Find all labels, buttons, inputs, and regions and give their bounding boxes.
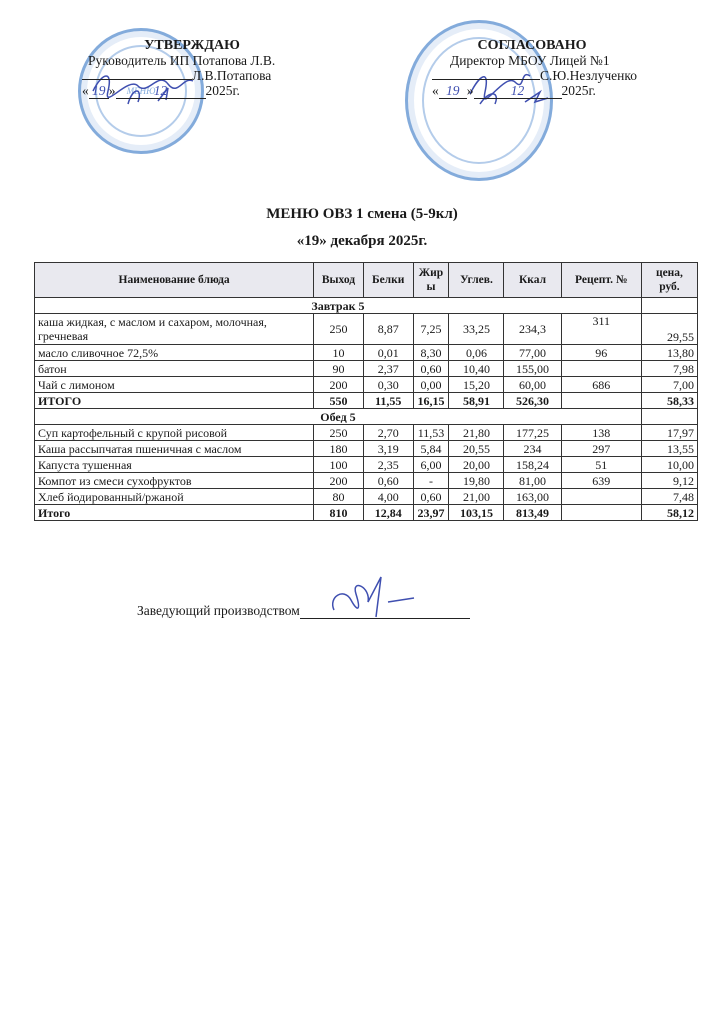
col-header-price: цена, руб. [641,263,697,298]
cell-kcal: 77,00 [504,345,561,361]
section-title: Завтрак 5 [35,298,642,314]
cell-recipe: 51 [561,457,641,473]
cell-price: 7,98 [641,361,697,377]
col-header-name: Наименование блюда [35,263,314,298]
cell-recipe [561,489,641,505]
cell-kcal: 234 [504,441,561,457]
cell-price: 58,33 [641,393,697,409]
table-row [35,377,698,393]
cell-carbs: 21,00 [449,489,504,505]
cell-protein: 11,55 [363,393,413,409]
cell-protein: 3,19 [363,441,413,457]
dish-name: Компот из смеси сухофруктов [35,473,314,489]
cell-fat: - [413,473,449,489]
cell-protein: 0,01 [363,345,413,361]
cell-protein: 12,84 [363,505,413,521]
table-row [35,441,698,457]
col-header-protein: Белки [363,263,413,298]
cell-carbs: 20,55 [449,441,504,457]
table-total-row [35,393,698,409]
cell-out: 250 [314,425,364,441]
cell-fat: 0,60 [413,361,449,377]
cell-recipe: 686 [561,377,641,393]
cell-recipe: 96 [561,345,641,361]
cell-fat: 23,97 [413,505,449,521]
agree-title: СОГЛАСОВАНО [477,38,587,53]
cell-protein: 0,60 [363,473,413,489]
col-header-out: Выход [314,263,364,298]
cell-kcal: 813,49 [504,505,561,521]
cell-protein: 8,87 [363,314,413,345]
agree-date-line: « 19 » 12 2025г. [432,83,596,98]
cell-recipe [561,361,641,377]
cell-price: 7,48 [641,489,697,505]
col-header-recipe: Рецепт. № [561,263,641,298]
cell-kcal: 177,25 [504,425,561,441]
approve-date-day: 19 [89,83,109,99]
cell-recipe [561,393,641,409]
col-header-kcal: Ккал [504,263,561,298]
table-row [35,425,698,441]
section-title: Обед 5 [35,409,642,425]
cell-out: 80 [314,489,364,505]
cell-price: 9,12 [641,473,697,489]
table-row [35,457,698,473]
approve-title: УТВЕРЖДАЮ [144,38,240,53]
menu-table-body [35,298,698,521]
cell-protein: 2,35 [363,457,413,473]
table-row [35,314,698,345]
col-header-fat: Жир ы [413,263,449,298]
cell-out: 10 [314,345,364,361]
table-row [35,361,698,377]
agree-block [432,38,672,99]
table-total-row [35,505,698,521]
cell-kcal: 234,3 [504,314,561,345]
section-price-empty [641,298,697,314]
section-row [35,409,698,425]
dish-name: Итого [35,505,314,521]
agree-name-line [432,68,672,83]
cell-carbs: 21,80 [449,425,504,441]
cell-out: 100 [314,457,364,473]
approve-date-line: « 19 » 12 2025г. [82,83,240,98]
cell-out: 180 [314,441,364,457]
cell-fat: 7,25 [413,314,449,345]
section-row [35,298,698,314]
cell-kcal: 155,00 [504,361,561,377]
cell-out: 200 [314,377,364,393]
cell-protein: 4,00 [363,489,413,505]
table-header-row [35,263,698,298]
table-row [35,345,698,361]
cell-carbs: 103,15 [449,505,504,521]
table-row [35,489,698,505]
approve-date-month: 12 [116,83,206,99]
cell-protein: 0,30 [363,377,413,393]
menu-date: «19» декабря 2025г. [296,233,428,249]
agree-name: С.Ю.Незлученко [540,68,637,83]
approve-position: Руководитель ИП Потапова Л.В. [88,53,276,68]
cell-price: 29,55 [641,314,697,345]
cell-carbs: 58,91 [449,393,504,409]
menu-title: МЕНЮ ОВЗ 1 смена (5-9кл) [266,206,458,222]
cell-kcal: 526,30 [504,393,561,409]
cell-carbs: 19,80 [449,473,504,489]
cell-carbs: 0,06 [449,345,504,361]
dish-name: Хлеб йодированный/ржаной [35,489,314,505]
cell-recipe [561,505,641,521]
cell-price: 58,12 [641,505,697,521]
cell-out: 90 [314,361,364,377]
agree-position: Директор МБОУ Лицей №1 [450,53,610,68]
cell-protein: 2,70 [363,425,413,441]
dish-name: масло сливочное 72,5% [35,345,314,361]
dish-name: батон [35,361,314,377]
cell-fat: 16,15 [413,393,449,409]
approve-name: Л.В.Потапова [192,68,272,83]
cell-fat: 0,60 [413,489,449,505]
cell-out: 250 [314,314,364,345]
cell-recipe: 297 [561,441,641,457]
dish-name: Суп картофельный с крупой рисовой [35,425,314,441]
approve-block [82,38,332,99]
section-price-empty [641,409,697,425]
cell-fat: 11,53 [413,425,449,441]
cell-carbs: 10,40 [449,361,504,377]
cell-price: 17,97 [641,425,697,441]
cell-kcal: 163,00 [504,489,561,505]
dish-name: ИТОГО [35,393,314,409]
cell-recipe: 311 [561,314,641,345]
stamp-left-text: МЕНЮ [126,86,156,96]
cell-fat: 5,84 [413,441,449,457]
cell-carbs: 20,00 [449,457,504,473]
approve-name-line [82,68,332,83]
cell-fat: 0,00 [413,377,449,393]
cell-fat: 8,30 [413,345,449,361]
cell-recipe: 138 [561,425,641,441]
cell-fat: 6,00 [413,457,449,473]
dish-name: каша жидкая, с маслом и сахаром, молочная, гречневая [35,314,314,345]
footer-label: Заведующий производством [137,603,300,618]
cell-out: 810 [314,505,364,521]
cell-carbs: 33,25 [449,314,504,345]
dish-name: Каша рассыпчатая пшеничная с маслом [35,441,314,457]
cell-protein: 2,37 [363,361,413,377]
cell-kcal: 60,00 [504,377,561,393]
dish-name: Чай с лимоном [35,377,314,393]
cell-price: 10,00 [641,457,697,473]
menu-table [34,262,698,521]
approve-year: 2025г. [205,83,240,98]
cell-out: 200 [314,473,364,489]
cell-carbs: 15,20 [449,377,504,393]
cell-price: 13,55 [641,441,697,457]
col-header-carbs: Углев. [449,263,504,298]
signature-footer-icon [326,572,426,620]
table-row [35,473,698,489]
cell-kcal: 158,24 [504,457,561,473]
cell-price: 13,80 [641,345,697,361]
cell-price: 7,00 [641,377,697,393]
agree-date-month: 12 [474,83,562,99]
cell-kcal: 81,00 [504,473,561,489]
cell-out: 550 [314,393,364,409]
agree-year: 2025г. [561,83,596,98]
cell-recipe: 639 [561,473,641,489]
dish-name: Капуста тушенная [35,457,314,473]
agree-date-day: 19 [439,83,467,99]
